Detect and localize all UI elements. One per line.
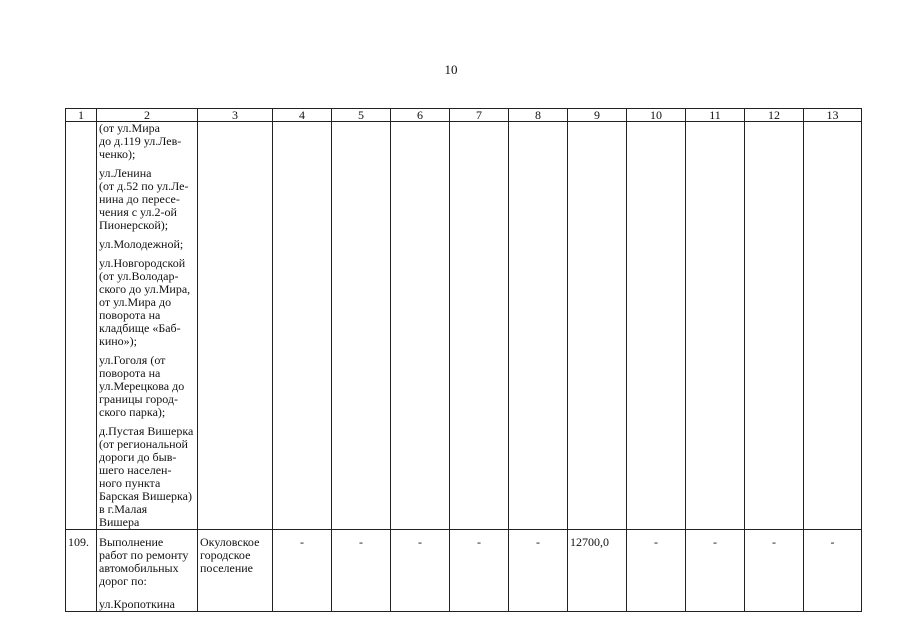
funding-amount-cell: 12700,0 (568, 530, 627, 612)
table-cell (391, 122, 450, 530)
header-cell: 7 (450, 109, 509, 122)
table-cell (273, 122, 332, 530)
header-cell: 9 (568, 109, 627, 122)
work-description-cell (97, 530, 198, 612)
table-cell (509, 122, 568, 530)
street-entry: ул.Гоголя (от поворота на ул.Мерецкова до границы город- ского парка); (99, 353, 185, 419)
value-cell: - (391, 530, 450, 612)
value-cell: - (509, 530, 568, 612)
header-cell: 2 (97, 109, 198, 122)
street-entry: ул.Молодежной; (99, 237, 184, 251)
table-header-row (66, 109, 862, 122)
value-cell: - (627, 530, 686, 612)
header-cell: 1 (66, 109, 97, 122)
table-cell (686, 122, 745, 530)
header-cell: 5 (332, 109, 391, 122)
value-cell: - (332, 530, 391, 612)
street-entry: ул.Новгородской (от ул.Володар- ского до ул.Мира, от ул.Мира до поворота на кладбище «Баб- кино»); (99, 256, 191, 348)
header-cell: 10 (627, 109, 686, 122)
street-entry: ул.Кропоткина (99, 597, 175, 611)
table-row-continuation (66, 122, 862, 530)
table-cell (568, 122, 627, 530)
value-cell: - (686, 530, 745, 612)
street-entry: (от ул.Мира до д.119 ул.Лев- ченко); (99, 121, 182, 161)
table-cell (745, 122, 804, 530)
value-cell: - (273, 530, 332, 612)
header-cell: 6 (391, 109, 450, 122)
header-cell: 12 (745, 109, 804, 122)
header-cell: 8 (509, 109, 568, 122)
header-cell: 3 (198, 109, 273, 122)
table-row-109 (66, 530, 862, 612)
street-entry: ул.Ленина (от д.52 по ул.Ле- нина до пересе- чения с ул.2-ой Пионерской); (99, 166, 189, 232)
header-cell: 13 (804, 109, 862, 122)
header-cell: 4 (273, 109, 332, 122)
executor-cell: Окуловское городское поселение (198, 530, 273, 612)
street-entry: д.Пустая Вишерка (от региональной дороги до быв- шего населен- ного пункта Барская Вишерка) в г.Малая Вишера (99, 424, 194, 529)
value-cell: - (804, 530, 862, 612)
street-list-cell (97, 122, 198, 530)
table-cell (450, 122, 509, 530)
work-description: Выполнение работ по ремонту автомобильных дорог по: (99, 535, 189, 588)
table-cell (66, 122, 97, 530)
page-number: 10 (444, 62, 458, 77)
value-cell: - (745, 530, 804, 612)
data-table (65, 108, 862, 612)
row-number: 109. (66, 530, 97, 612)
table-cell (627, 122, 686, 530)
table-cell (198, 122, 273, 530)
table-cell (332, 122, 391, 530)
value-cell: - (450, 530, 509, 612)
table-cell (804, 122, 862, 530)
header-cell: 11 (686, 109, 745, 122)
